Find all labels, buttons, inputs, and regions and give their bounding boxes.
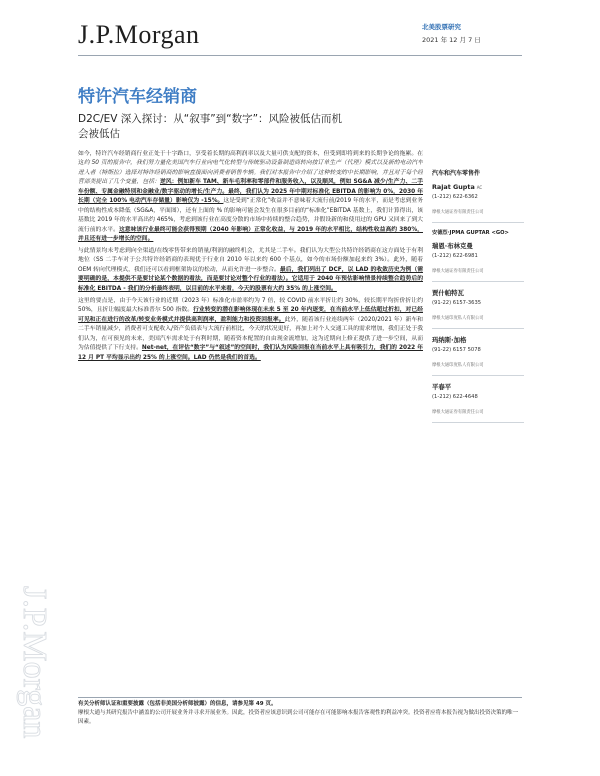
report-body: [78, 150, 423, 698]
analyst-card: [432, 335, 524, 368]
analyst-card: [432, 382, 524, 415]
analyst-name: 玛纳斯·加格: [432, 336, 467, 344]
p2-bold: 最后，我们列出了 DCF，以 LAD 的收敛历史为例（需要明确的是，本提供不是要讨论某个数据的看法，而是要讨论对整个行业的看法）。它适用于 2040 年预估影响情景持续整合趋势后的标准化 EBITDA - 我们的分析最终表明，以目前的水平来看，今天的股票有大约 35% 的上涨空间。: [78, 266, 423, 292]
header-divider: [78, 55, 522, 56]
jpmorgan-logo: J.P.Morgan: [78, 20, 200, 49]
page-subtitle: D2C/EV 深入探讨：从“叙事”到“数字”：风险被低估而机会被低估: [78, 113, 343, 140]
analyst-sidebar: [432, 168, 524, 429]
analyst-phone: (91-22) 6157-3635: [432, 300, 482, 306]
p3-rest: 此外，随着该行业连续两年（2020/2021 年）新车和二手车销量减少，消费者可支配收入/资产负债表与大流行前相比，今天的状况更好，再加上对个人交通工具的需求增加，我们正处于我们认为，在可预见的未来，美国汽车需求处于有利时期，随着资本配置的自由现金流增加，这为近期向上修正提供了进一步空间，从而为估值提供了下行支持。: [78, 316, 423, 352]
disclosure-footnote: [78, 700, 523, 727]
analyst-name: 贾什帕特瓦: [432, 289, 464, 297]
page-title: 特许汽车经销商: [78, 87, 197, 107]
analyst-firm: 摩根大通证券有限责任公司: [432, 410, 484, 415]
paragraph-2: [78, 247, 423, 294]
analyst-name: 平春平: [432, 383, 452, 391]
analyst-card: [432, 229, 524, 236]
analyst-name: Rajat Gupta: [432, 183, 475, 191]
p1-intro: 如今，特许汽车经销商行业正处于十字路口，享受着长期的高利润率以及大量可供支配的资本，但受到即将到来的长期争论的拖累。在这: [78, 151, 423, 167]
sidebar-title: 汽车和汽车零售件: [432, 170, 481, 177]
disclosure-bold: 有关分析师认证和重要披露（包括非美国分析师披露）的信息，请参见第 49 页。: [78, 701, 277, 707]
p1-rest: 这是受到“正常化”收益并不意味着大流行前/2019 年的水平，而是考虑到业务中的结构性成本降低（SG&A，平面图），还有上面的 % 的影响可能会发生在很多目前的“标准化”EBITDA 基数上，我们计算得出，该基数比 2019 年的水平高出约 465%，考虑到该行业在高度分散的市场中持续的整合趋势，并假设新的和使用过的 GPU 又回来了到大流行前的水平。: [78, 198, 423, 233]
watermark-text: J.P.Morgan: [16, 586, 53, 739]
analyst-card: [432, 183, 524, 215]
analyst-phone: (1-212) 622-6981: [432, 253, 478, 259]
analyst-phone: (1-212) 622-4648: [432, 394, 478, 400]
sidebar-divider: [432, 422, 524, 423]
jpmorgan-watermark: [0, 580, 84, 770]
report-series: 北美股票研究: [422, 23, 461, 31]
analyst-card: [432, 241, 524, 274]
disclosure-text: 摩根大通与其研究报告中涵盖的公司开展业务并寻求开展业务。因此，投资者应该意识到公司可能存在可能影响本报告客观性的利益冲突。投资者应将本报告视为做出投资决策的唯一因素。: [78, 710, 519, 725]
p3-netnet: Net-net，在评估“数字”与“叙述”的空间时，我们认为风险回报在当前水平上具有吸引力，我们的 2022 年 12 月 PT 平均显示出约 25% 的上涨空间。LAD 仍然是我们的首选。: [78, 345, 423, 361]
p1-italic: 约 50 页的报告中，我们努力量化美国汽车行业向电气化转型与传统驱动设备制造商转向按订单生产（代理）模式以及新的电动汽车进入者（特斯拉）选择对特许经销商的影响直接面向消费者销售车辆。我们对本报告中介绍了这种转变的中长期影响，并且对于每个经营部类提出了几个变量，包括：: [78, 160, 423, 186]
p3-intro: 这里的要点是，由于今天该行业的近期（2023 年）标准化市盈率约为 7 倍，较 COVID 前水平折让约 30%，较长期平均折价折让约 50%，且折让幅度最大标准普尔 500 指数。: [78, 297, 423, 314]
analyst-firm: 摩根大通印度私人有限公司: [432, 316, 484, 321]
paragraph-1: [78, 150, 423, 245]
analyst-firm: 摩根大通证券有限责任公司: [432, 269, 484, 274]
analyst-tag: AC: [476, 185, 483, 190]
analyst-name: 瑞恩·布林克曼: [432, 242, 473, 250]
sidebar-divider: [432, 328, 524, 329]
footer-divider: [78, 697, 522, 698]
report-date: 2021 年 12 月 7 日: [422, 36, 481, 44]
p1-bold2: 这意味该行业最终可能会获得预期（2040 年影响）正常化收益，与 2019 年的水平相比，结构性收益高约 380%，并且还有进一步增长的空间。: [78, 226, 423, 243]
p1-bold: 逆风：例如新车 TAM、新车毛利率和零部件和服务收入，以及顺风，例如 SG&A 减少/生产力、二手车份额、专属金融特别和金融业/数字驱动的增长/生产力。最终，我们认为 2025 年中期对标准化 EBITDA 的影响为 0%，2030 年长期（完全 100% 电动汽车存储量）影响仅为 -15%。: [78, 179, 423, 205]
analyst-name: 安德烈·JPMA GUPTAR <GO>: [432, 230, 509, 236]
analyst-card: [432, 288, 524, 321]
analyst-firm: 摩根大通证券有限责任公司: [432, 210, 484, 215]
analyst-phone: (1-212) 622-6362: [432, 194, 478, 200]
p3-bold: 行业转变的潜在影响体现在未来 5 至 20 年内逐变，在当前水平上低估超过折扣，对已经可见和正在进行的改革/转变业务模式并提供高利润率，盈利能力和投资回报率。: [78, 307, 423, 323]
paragraph-3: [78, 297, 423, 363]
sidebar-divider: [432, 375, 524, 376]
analyst-phone: (91-22) 6157 5078: [432, 347, 481, 353]
report-header-meta: [422, 22, 482, 44]
analyst-firm: 摩根大通印度私人有限公司: [432, 363, 484, 368]
sidebar-divider: [432, 222, 524, 223]
sidebar-divider: [432, 281, 524, 282]
p2-intro: 与此情景均未考虑到向全渠道/在线零售带来的销量/利润的融终机会，尤其是二手车。我们认为大型公共特许经销商在这方面处于有利地位（SS 二手车对于公共特许经销商的表现优于行业自 2010 年以来约 600 个基点，如今的市场份额加起来约 3%）。此外，随着 OEM 转向代理模式，我们还可以看到框架协议的松动，从而允许进一步整合。: [78, 248, 423, 273]
